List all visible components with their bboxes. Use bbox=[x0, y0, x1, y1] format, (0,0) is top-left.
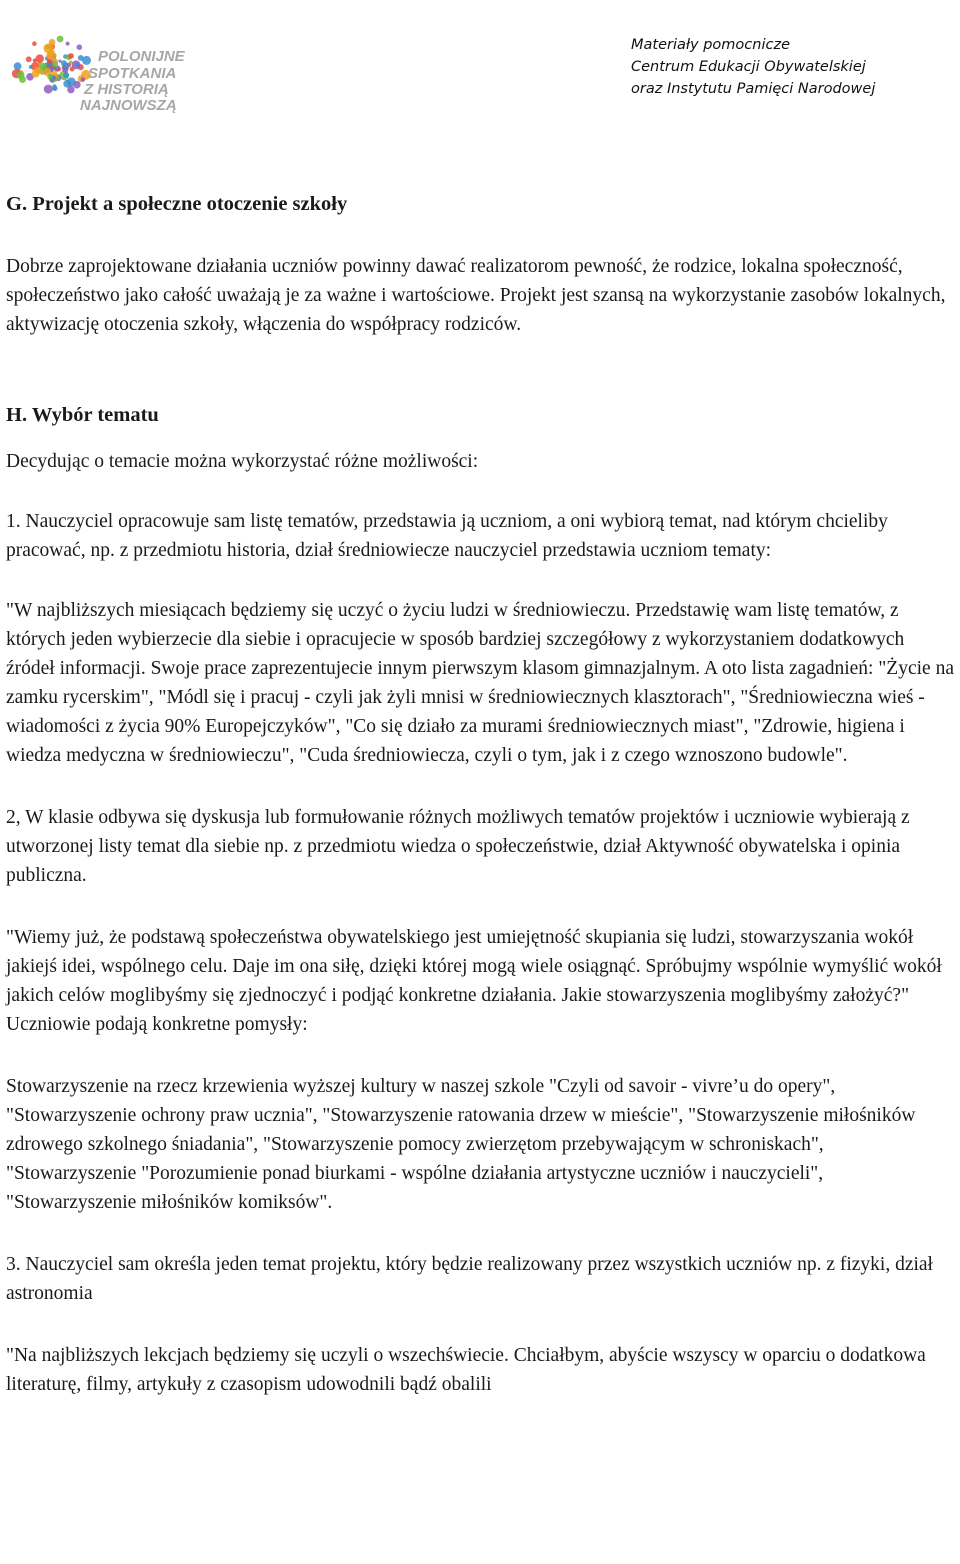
point-3: 3. Nauczyciel sam określa jeden temat projektu, który będzie realizowany przez wszystkich uczniów np. z fizyki, dział astronomia bbox=[6, 1254, 933, 1304]
logo-dot bbox=[47, 59, 51, 63]
logo-graphic bbox=[10, 14, 190, 124]
logo-dot bbox=[26, 56, 32, 62]
logo-dot bbox=[19, 76, 26, 83]
logo-line-1: POLONIJNE bbox=[98, 48, 185, 65]
logo-dot bbox=[68, 53, 74, 59]
quote-2: "Wiemy już, że podstawą społeczeństwa obywatelskiego jest umiejętność skupiania się ludzi, stowarzyszania wokół jakiejś idei, wspólnego celu. Daje im ona siłę, dzięki której mogą wiele osiągnąć. Spróbujmy wspólnie wymyślić wokół jakich celów moglibyśmy się zjednoczyć i podjąć konkretne działania. Jakie stowarzyszenia moglibyśmy założyć?" Uczniowie podają konkretne pomysły: bbox=[6, 927, 942, 1035]
document-body bbox=[6, 190, 956, 1399]
logo-dot bbox=[47, 74, 52, 79]
logo-dot bbox=[70, 67, 75, 72]
point-1: 1. Nauczyciel opracowuje sam listę tematów, przedstawia ją uczniom, a oni wybiorą temat, nad którym chcieliby pracować, np. z przedmiotu historia, dział średniowiecze nauczyciel przedstawia uczniom tematy: bbox=[6, 511, 888, 561]
logo-dot bbox=[77, 44, 83, 50]
header-note bbox=[631, 34, 875, 100]
logo-dot bbox=[40, 63, 47, 70]
logo-dot bbox=[75, 63, 79, 67]
header-note-line-3: oraz Instytutu Pamięci Narodowej bbox=[631, 81, 876, 97]
logo-dot bbox=[52, 61, 58, 67]
section-g-heading: G. Projekt a społeczne otoczenie szkoły bbox=[6, 193, 348, 215]
logo-dot bbox=[58, 60, 61, 63]
header-note-line-2: Centrum Edukacji Obywatelskiej bbox=[631, 59, 866, 75]
logo-dot bbox=[66, 42, 70, 46]
logo-dot bbox=[32, 41, 37, 46]
logo-line-4: NAJNOWSZĄ bbox=[80, 97, 177, 114]
logo-line-3: Z HISTORIĄ bbox=[84, 81, 169, 98]
logo-dot bbox=[63, 72, 69, 78]
header-note-line-1: Materiały pomocnicze bbox=[631, 37, 790, 53]
logo-dot bbox=[62, 67, 68, 73]
section-h-intro: Decydując o temacie można wykorzystać różne możliwości: bbox=[6, 451, 479, 472]
logo bbox=[10, 14, 190, 124]
section-h-heading: H. Wybór tematu bbox=[6, 404, 159, 426]
logo-dot bbox=[78, 55, 84, 61]
examples-list: Stowarzyszenie na rzecz krzewienia wyższej kultury w naszej szkole "Czyli od savoir - vivre’u do opery", "Stowarzyszenie ochrony praw ucznia", "Stowarzyszenie ratowania drzew w mieście", "Stowarzyszenie miłośników zdrowego szkolnego śniadania", "Stowarzyszenie pomocy zwierzętom przebywającym w schroniskach", "Stowarzyszenie "Porozumienie ponad biurkami - wspólne działania artystyczne uczniów i nauczycieli", "Stowarzyszenie miłośników komiksów". bbox=[6, 1076, 916, 1213]
logo-dot bbox=[14, 62, 22, 70]
logo-dot bbox=[67, 77, 76, 86]
quote-3: "Na najbliższych lekcjach będziemy się uczyli o wszechświecie. Chciałbym, abyście wszyscy w oparciu o dodatkowa literaturę, filmy, artykuły z czasopism udowodnili bądź obalili bbox=[6, 1345, 926, 1395]
logo-dot bbox=[69, 61, 72, 64]
point-2: 2, W klasie odbywa się dyskusja lub formułowanie różnych możliwych tematów projektów i uczniowie wybierają z utworzonej listy temat dla siebie np. z przedmiotu wiedza o społeczeństwie, dział Aktywność obywatelska i opinia publiczna. bbox=[6, 807, 910, 886]
logo-line-2: SPOTKANIA bbox=[88, 65, 177, 82]
logo-dot bbox=[32, 70, 40, 78]
logo-dot bbox=[52, 86, 57, 91]
logo-dot bbox=[44, 44, 54, 54]
logo-dot bbox=[67, 86, 74, 93]
logo-dot bbox=[57, 67, 61, 71]
quote-1: "W najbliższych miesiącach będziemy się uczyć o życiu ludzi w średniowieczu. Przedstawię wam listę tematów, z których jeden wybierzecie dla siebie i opracujecie w sposób bardziej szczegółowy z wykorzystaniem dodatkowych źródeł informacji. Swoje prace zaprezentujecie innym pierwszym klasom gimnazjalnym. A oto lista zagadnień: "Życie na zamku rycerskim", "Módl się i pracuj - czyli jak żyli mnisi w średniowiecznych klasztorach", "Średniowieczna wieś - wiadomości z życia 90% Europejczyków", "Co się działo za murami średniowiecznych miast", "Zdrowie, higiena i wiedza medyczna w średniowieczu", "Cuda średniowiecza, czyli o tym, jak i z czego wznoszono budowle". bbox=[6, 600, 954, 766]
logo-dot bbox=[44, 85, 53, 94]
logo-dot bbox=[57, 36, 64, 43]
logo-dot bbox=[53, 76, 56, 79]
logo-dot bbox=[36, 54, 44, 62]
section-g-text: Dobrze zaprojektowane działania uczniów powinny dawać realizatorom pewność, że rodzice, lokalna społeczność, społeczeństwo jako całość uważają je za ważne i wartościowe. Projekt jest szansą na wykorzystanie zasobów lokalnych, aktywizację otoczenia szkoły, włączenia do współpracy rodziców. bbox=[6, 256, 946, 335]
